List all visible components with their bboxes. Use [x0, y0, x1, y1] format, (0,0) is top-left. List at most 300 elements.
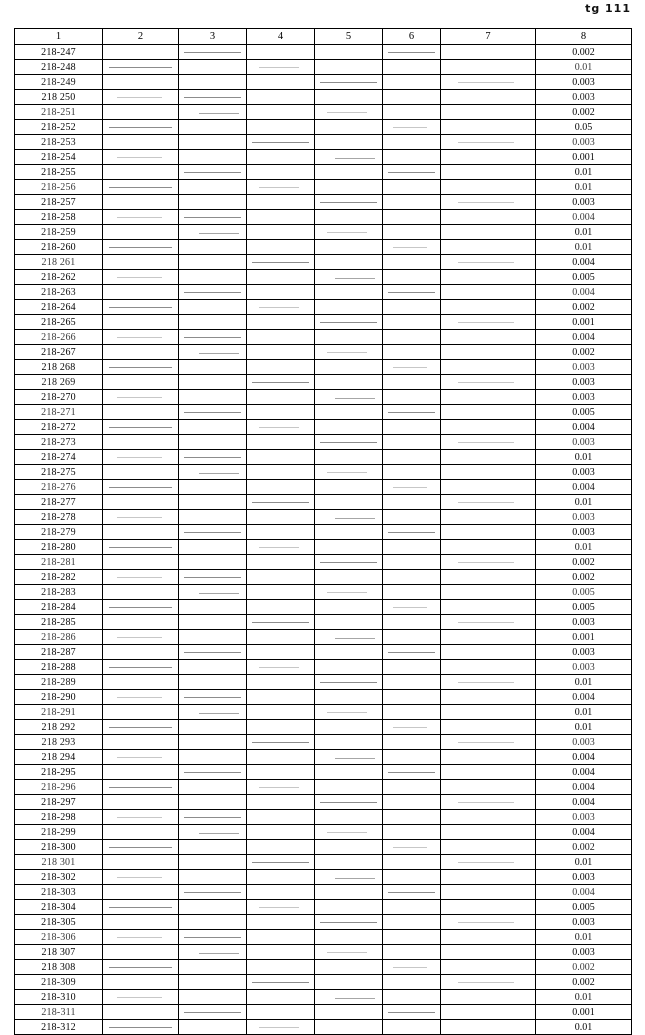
cell-value-col-7: 0.003: [536, 645, 632, 660]
cell-col-5: [315, 885, 383, 900]
cell-col-5: [315, 1005, 383, 1020]
cell-col-4: [247, 375, 315, 390]
table-row: [15, 375, 632, 390]
cell-col-5: [315, 810, 383, 825]
cell-col-6: [441, 975, 536, 990]
cell-col-5: [315, 315, 383, 330]
cell-col-6: [383, 900, 441, 915]
cell-col-6: [441, 345, 536, 360]
cell-col-3: [179, 645, 247, 660]
cell-col-3: [179, 435, 247, 450]
cell-col-2: [103, 225, 179, 240]
cell-value-col-7: 0.005: [536, 270, 632, 285]
table-row: [15, 825, 632, 840]
cell-col-5: [315, 120, 383, 135]
cell-col-2: [103, 1005, 179, 1020]
cell-value-col-7: 0.01: [536, 540, 632, 555]
cell-value-col-7: 0.003: [536, 810, 632, 825]
cell-sample-id: 218-306: [15, 930, 103, 945]
cell-col-6: [441, 870, 536, 885]
cell-sample-id: 218-264: [15, 300, 103, 315]
cell-value-col-7: 0.005: [536, 405, 632, 420]
cell-col-4: [247, 960, 315, 975]
column-header-5: 5: [315, 29, 383, 45]
cell-col-2: [103, 555, 179, 570]
cell-col-5: [315, 555, 383, 570]
cell-col-6: [441, 450, 536, 465]
cell-col-6: [441, 75, 536, 90]
cell-col-4: [247, 750, 315, 765]
cell-col-6: [383, 345, 441, 360]
cell-col-2: [103, 765, 179, 780]
cell-col-2: [103, 435, 179, 450]
cell-sample-id: 218-252: [15, 120, 103, 135]
cell-value-col-7: 0.003: [536, 870, 632, 885]
cell-value-col-7: 0.004: [536, 825, 632, 840]
cell-col-3: [179, 885, 247, 900]
cell-col-6: [383, 465, 441, 480]
cell-col-4: [247, 540, 315, 555]
cell-value-col-7: 0.003: [536, 915, 632, 930]
cell-col-3: [179, 480, 247, 495]
cell-sample-id: 218-275: [15, 465, 103, 480]
table-row: [15, 660, 632, 675]
cell-col-4: [247, 345, 315, 360]
cell-col-6: [383, 960, 441, 975]
table-row: [15, 705, 632, 720]
cell-value-col-7: 0.05: [536, 120, 632, 135]
cell-col-5: [315, 630, 383, 645]
cell-value-col-7: 0.003: [536, 660, 632, 675]
cell-col-6: [383, 690, 441, 705]
cell-col-4: [247, 630, 315, 645]
cell-value-col-7: 0.003: [536, 135, 632, 150]
cell-sample-id: 218-312: [15, 1020, 103, 1035]
cell-sample-id: 218-253: [15, 135, 103, 150]
table-row: [15, 270, 632, 285]
table-row: [15, 600, 632, 615]
cell-col-4: [247, 330, 315, 345]
cell-col-2: [103, 960, 179, 975]
cell-col-3: [179, 375, 247, 390]
cell-col-5: [315, 480, 383, 495]
cell-col-6: [383, 915, 441, 930]
cell-col-6: [383, 990, 441, 1005]
table-row: [15, 585, 632, 600]
cell-col-6: [441, 570, 536, 585]
cell-sample-id: 218-251: [15, 105, 103, 120]
cell-col-3: [179, 255, 247, 270]
cell-col-4: [247, 510, 315, 525]
cell-sample-id: 218-280: [15, 540, 103, 555]
table-row: [15, 900, 632, 915]
cell-col-4: [247, 705, 315, 720]
cell-sample-id: 218-290: [15, 690, 103, 705]
cell-col-3: [179, 705, 247, 720]
table-row: [15, 330, 632, 345]
table-row: [15, 300, 632, 315]
cell-col-6: [441, 945, 536, 960]
cell-sample-id: 218 308: [15, 960, 103, 975]
cell-col-5: [315, 225, 383, 240]
cell-col-3: [179, 270, 247, 285]
cell-sample-id: 218-271: [15, 405, 103, 420]
cell-value-col-7: 0.002: [536, 840, 632, 855]
table-row: [15, 210, 632, 225]
cell-col-5: [315, 420, 383, 435]
cell-col-3: [179, 105, 247, 120]
cell-col-2: [103, 975, 179, 990]
table-row: [15, 645, 632, 660]
cell-sample-id: 218-288: [15, 660, 103, 675]
cell-col-6: [441, 990, 536, 1005]
cell-value-col-7: 0.002: [536, 300, 632, 315]
table-row: [15, 180, 632, 195]
table-row: [15, 675, 632, 690]
cell-col-6: [441, 1005, 536, 1020]
cell-col-4: [247, 735, 315, 750]
cell-col-6: [441, 690, 536, 705]
cell-col-6: [383, 285, 441, 300]
cell-value-col-7: 0.002: [536, 45, 632, 60]
cell-col-3: [179, 210, 247, 225]
table-row: [15, 690, 632, 705]
cell-value-col-7: 0.004: [536, 795, 632, 810]
cell-col-3: [179, 855, 247, 870]
cell-col-6: [383, 135, 441, 150]
page-label: tg 111: [585, 2, 631, 15]
cell-col-6: [383, 480, 441, 495]
cell-col-4: [247, 765, 315, 780]
column-header-4: 4: [247, 29, 315, 45]
cell-col-2: [103, 270, 179, 285]
cell-col-4: [247, 585, 315, 600]
cell-col-6: [383, 450, 441, 465]
cell-col-3: [179, 735, 247, 750]
cell-sample-id: 218-302: [15, 870, 103, 885]
cell-col-6: [383, 360, 441, 375]
cell-col-5: [315, 750, 383, 765]
cell-col-3: [179, 315, 247, 330]
cell-col-6: [441, 375, 536, 390]
cell-col-6: [441, 180, 536, 195]
cell-col-5: [315, 105, 383, 120]
table-row: [15, 480, 632, 495]
cell-value-col-7: 0.01: [536, 675, 632, 690]
cell-col-4: [247, 285, 315, 300]
cell-col-2: [103, 360, 179, 375]
cell-col-3: [179, 1020, 247, 1035]
cell-col-6: [441, 750, 536, 765]
cell-col-2: [103, 990, 179, 1005]
cell-col-4: [247, 225, 315, 240]
cell-col-6: [441, 735, 536, 750]
cell-col-6: [383, 150, 441, 165]
cell-col-5: [315, 495, 383, 510]
cell-col-2: [103, 105, 179, 120]
cell-col-2: [103, 180, 179, 195]
cell-col-3: [179, 600, 247, 615]
cell-sample-id: 218-277: [15, 495, 103, 510]
cell-col-5: [315, 390, 383, 405]
cell-value-col-7: 0.003: [536, 435, 632, 450]
cell-col-5: [315, 360, 383, 375]
cell-value-col-7: 0.001: [536, 630, 632, 645]
cell-sample-id: 218-262: [15, 270, 103, 285]
cell-sample-id: 218-249: [15, 75, 103, 90]
cell-col-2: [103, 390, 179, 405]
cell-col-5: [315, 585, 383, 600]
cell-col-2: [103, 495, 179, 510]
cell-value-col-7: 0.005: [536, 900, 632, 915]
cell-sample-id: 218-300: [15, 840, 103, 855]
cell-col-3: [179, 510, 247, 525]
cell-col-2: [103, 660, 179, 675]
table-row: [15, 360, 632, 375]
cell-sample-id: 218 301: [15, 855, 103, 870]
cell-col-2: [103, 720, 179, 735]
table-row: [15, 255, 632, 270]
cell-col-3: [179, 300, 247, 315]
cell-col-6: [441, 615, 536, 630]
cell-col-6: [383, 1020, 441, 1035]
cell-col-4: [247, 300, 315, 315]
cell-col-4: [247, 90, 315, 105]
cell-col-4: [247, 855, 315, 870]
cell-col-4: [247, 435, 315, 450]
table-row: [15, 855, 632, 870]
cell-col-5: [315, 900, 383, 915]
cell-col-6: [441, 915, 536, 930]
cell-value-col-7: 0.004: [536, 480, 632, 495]
cell-value-col-7: 0.005: [536, 585, 632, 600]
cell-col-5: [315, 405, 383, 420]
cell-sample-id: 218-260: [15, 240, 103, 255]
cell-col-5: [315, 135, 383, 150]
cell-col-5: [315, 345, 383, 360]
cell-col-3: [179, 240, 247, 255]
cell-col-6: [383, 240, 441, 255]
cell-col-3: [179, 795, 247, 810]
cell-col-2: [103, 915, 179, 930]
cell-col-5: [315, 615, 383, 630]
cell-col-4: [247, 810, 315, 825]
cell-sample-id: 218-258: [15, 210, 103, 225]
cell-col-6: [383, 585, 441, 600]
table-row: [15, 885, 632, 900]
cell-col-4: [247, 45, 315, 60]
cell-sample-id: 218-257: [15, 195, 103, 210]
data-table: [14, 28, 632, 1035]
cell-col-6: [441, 840, 536, 855]
cell-col-5: [315, 930, 383, 945]
cell-col-6: [441, 630, 536, 645]
column-header-3: 3: [179, 29, 247, 45]
cell-col-6: [383, 825, 441, 840]
cell-sample-id: 218-296: [15, 780, 103, 795]
cell-col-4: [247, 105, 315, 120]
cell-col-4: [247, 660, 315, 675]
column-header-6: 6: [383, 29, 441, 45]
cell-col-4: [247, 915, 315, 930]
cell-col-2: [103, 315, 179, 330]
cell-value-col-7: 0.004: [536, 420, 632, 435]
cell-col-5: [315, 165, 383, 180]
cell-col-4: [247, 795, 315, 810]
cell-col-2: [103, 600, 179, 615]
cell-value-col-7: 0.01: [536, 930, 632, 945]
cell-col-2: [103, 750, 179, 765]
cell-col-3: [179, 975, 247, 990]
cell-sample-id: 218-283: [15, 585, 103, 600]
cell-col-3: [179, 120, 247, 135]
cell-col-4: [247, 1005, 315, 1020]
cell-sample-id: 218-289: [15, 675, 103, 690]
cell-col-3: [179, 150, 247, 165]
cell-col-6: [441, 210, 536, 225]
cell-col-5: [315, 465, 383, 480]
cell-value-col-7: 0.003: [536, 525, 632, 540]
cell-col-5: [315, 780, 383, 795]
cell-col-4: [247, 945, 315, 960]
cell-col-4: [247, 870, 315, 885]
cell-col-4: [247, 690, 315, 705]
cell-col-6: [383, 855, 441, 870]
table-row: [15, 435, 632, 450]
cell-col-6: [441, 600, 536, 615]
cell-sample-id: 218-270: [15, 390, 103, 405]
cell-sample-id: 218 261: [15, 255, 103, 270]
cell-col-3: [179, 660, 247, 675]
cell-col-5: [315, 255, 383, 270]
cell-col-6: [383, 720, 441, 735]
cell-col-3: [179, 285, 247, 300]
cell-sample-id: 218-259: [15, 225, 103, 240]
cell-col-2: [103, 705, 179, 720]
cell-col-5: [315, 600, 383, 615]
table-row: [15, 720, 632, 735]
table-row: [15, 810, 632, 825]
cell-value-col-7: 0.002: [536, 570, 632, 585]
cell-col-3: [179, 945, 247, 960]
cell-col-6: [441, 660, 536, 675]
cell-col-5: [315, 195, 383, 210]
cell-col-2: [103, 135, 179, 150]
cell-col-3: [179, 840, 247, 855]
table-row: [15, 765, 632, 780]
cell-col-2: [103, 300, 179, 315]
cell-value-col-7: 0.002: [536, 555, 632, 570]
cell-sample-id: 218-295: [15, 765, 103, 780]
cell-col-3: [179, 135, 247, 150]
cell-sample-id: 218-274: [15, 450, 103, 465]
table-row: [15, 195, 632, 210]
cell-col-4: [247, 990, 315, 1005]
table-row: [15, 960, 632, 975]
cell-col-6: [441, 855, 536, 870]
cell-value-col-7: 0.01: [536, 225, 632, 240]
cell-col-6: [441, 390, 536, 405]
cell-col-4: [247, 255, 315, 270]
cell-col-6: [441, 300, 536, 315]
cell-col-4: [247, 450, 315, 465]
cell-col-4: [247, 60, 315, 75]
cell-col-5: [315, 60, 383, 75]
cell-col-5: [315, 510, 383, 525]
cell-col-3: [179, 765, 247, 780]
cell-col-6: [383, 630, 441, 645]
cell-col-6: [383, 255, 441, 270]
cell-col-2: [103, 240, 179, 255]
table-row: [15, 615, 632, 630]
cell-col-2: [103, 465, 179, 480]
cell-sample-id: 218-247: [15, 45, 103, 60]
cell-value-col-7: 0.004: [536, 285, 632, 300]
table-row: [15, 405, 632, 420]
cell-col-3: [179, 60, 247, 75]
cell-sample-id: 218-248: [15, 60, 103, 75]
cell-value-col-7: 0.01: [536, 60, 632, 75]
cell-col-4: [247, 840, 315, 855]
table-row: [15, 450, 632, 465]
cell-col-6: [441, 480, 536, 495]
table-row: [15, 150, 632, 165]
cell-col-6: [383, 60, 441, 75]
table-row: [15, 780, 632, 795]
cell-col-3: [179, 810, 247, 825]
cell-col-6: [441, 705, 536, 720]
cell-sample-id: 218 293: [15, 735, 103, 750]
cell-sample-id: 218-282: [15, 570, 103, 585]
cell-col-6: [441, 885, 536, 900]
cell-col-6: [441, 150, 536, 165]
cell-col-6: [383, 975, 441, 990]
cell-col-3: [179, 915, 247, 930]
cell-col-6: [383, 330, 441, 345]
cell-col-4: [247, 240, 315, 255]
cell-col-4: [247, 615, 315, 630]
table-header-row: [15, 29, 632, 45]
cell-value-col-7: 0.01: [536, 180, 632, 195]
cell-col-3: [179, 570, 247, 585]
cell-value-col-7: 0.003: [536, 510, 632, 525]
cell-col-6: [383, 645, 441, 660]
cell-col-5: [315, 435, 383, 450]
cell-value-col-7: 0.01: [536, 240, 632, 255]
cell-col-2: [103, 540, 179, 555]
cell-col-3: [179, 1005, 247, 1020]
cell-col-5: [315, 240, 383, 255]
cell-col-4: [247, 465, 315, 480]
cell-value-col-7: 0.01: [536, 855, 632, 870]
cell-sample-id: 218-273: [15, 435, 103, 450]
cell-value-col-7: 0.01: [536, 990, 632, 1005]
cell-col-2: [103, 165, 179, 180]
cell-value-col-7: 0.003: [536, 195, 632, 210]
table-row: [15, 930, 632, 945]
cell-col-6: [441, 120, 536, 135]
cell-col-6: [383, 810, 441, 825]
table-row: [15, 420, 632, 435]
cell-col-6: [441, 240, 536, 255]
cell-col-2: [103, 285, 179, 300]
cell-col-6: [441, 1020, 536, 1035]
cell-value-col-7: 0.003: [536, 360, 632, 375]
cell-col-6: [383, 105, 441, 120]
cell-col-3: [179, 165, 247, 180]
cell-col-3: [179, 960, 247, 975]
cell-col-4: [247, 195, 315, 210]
